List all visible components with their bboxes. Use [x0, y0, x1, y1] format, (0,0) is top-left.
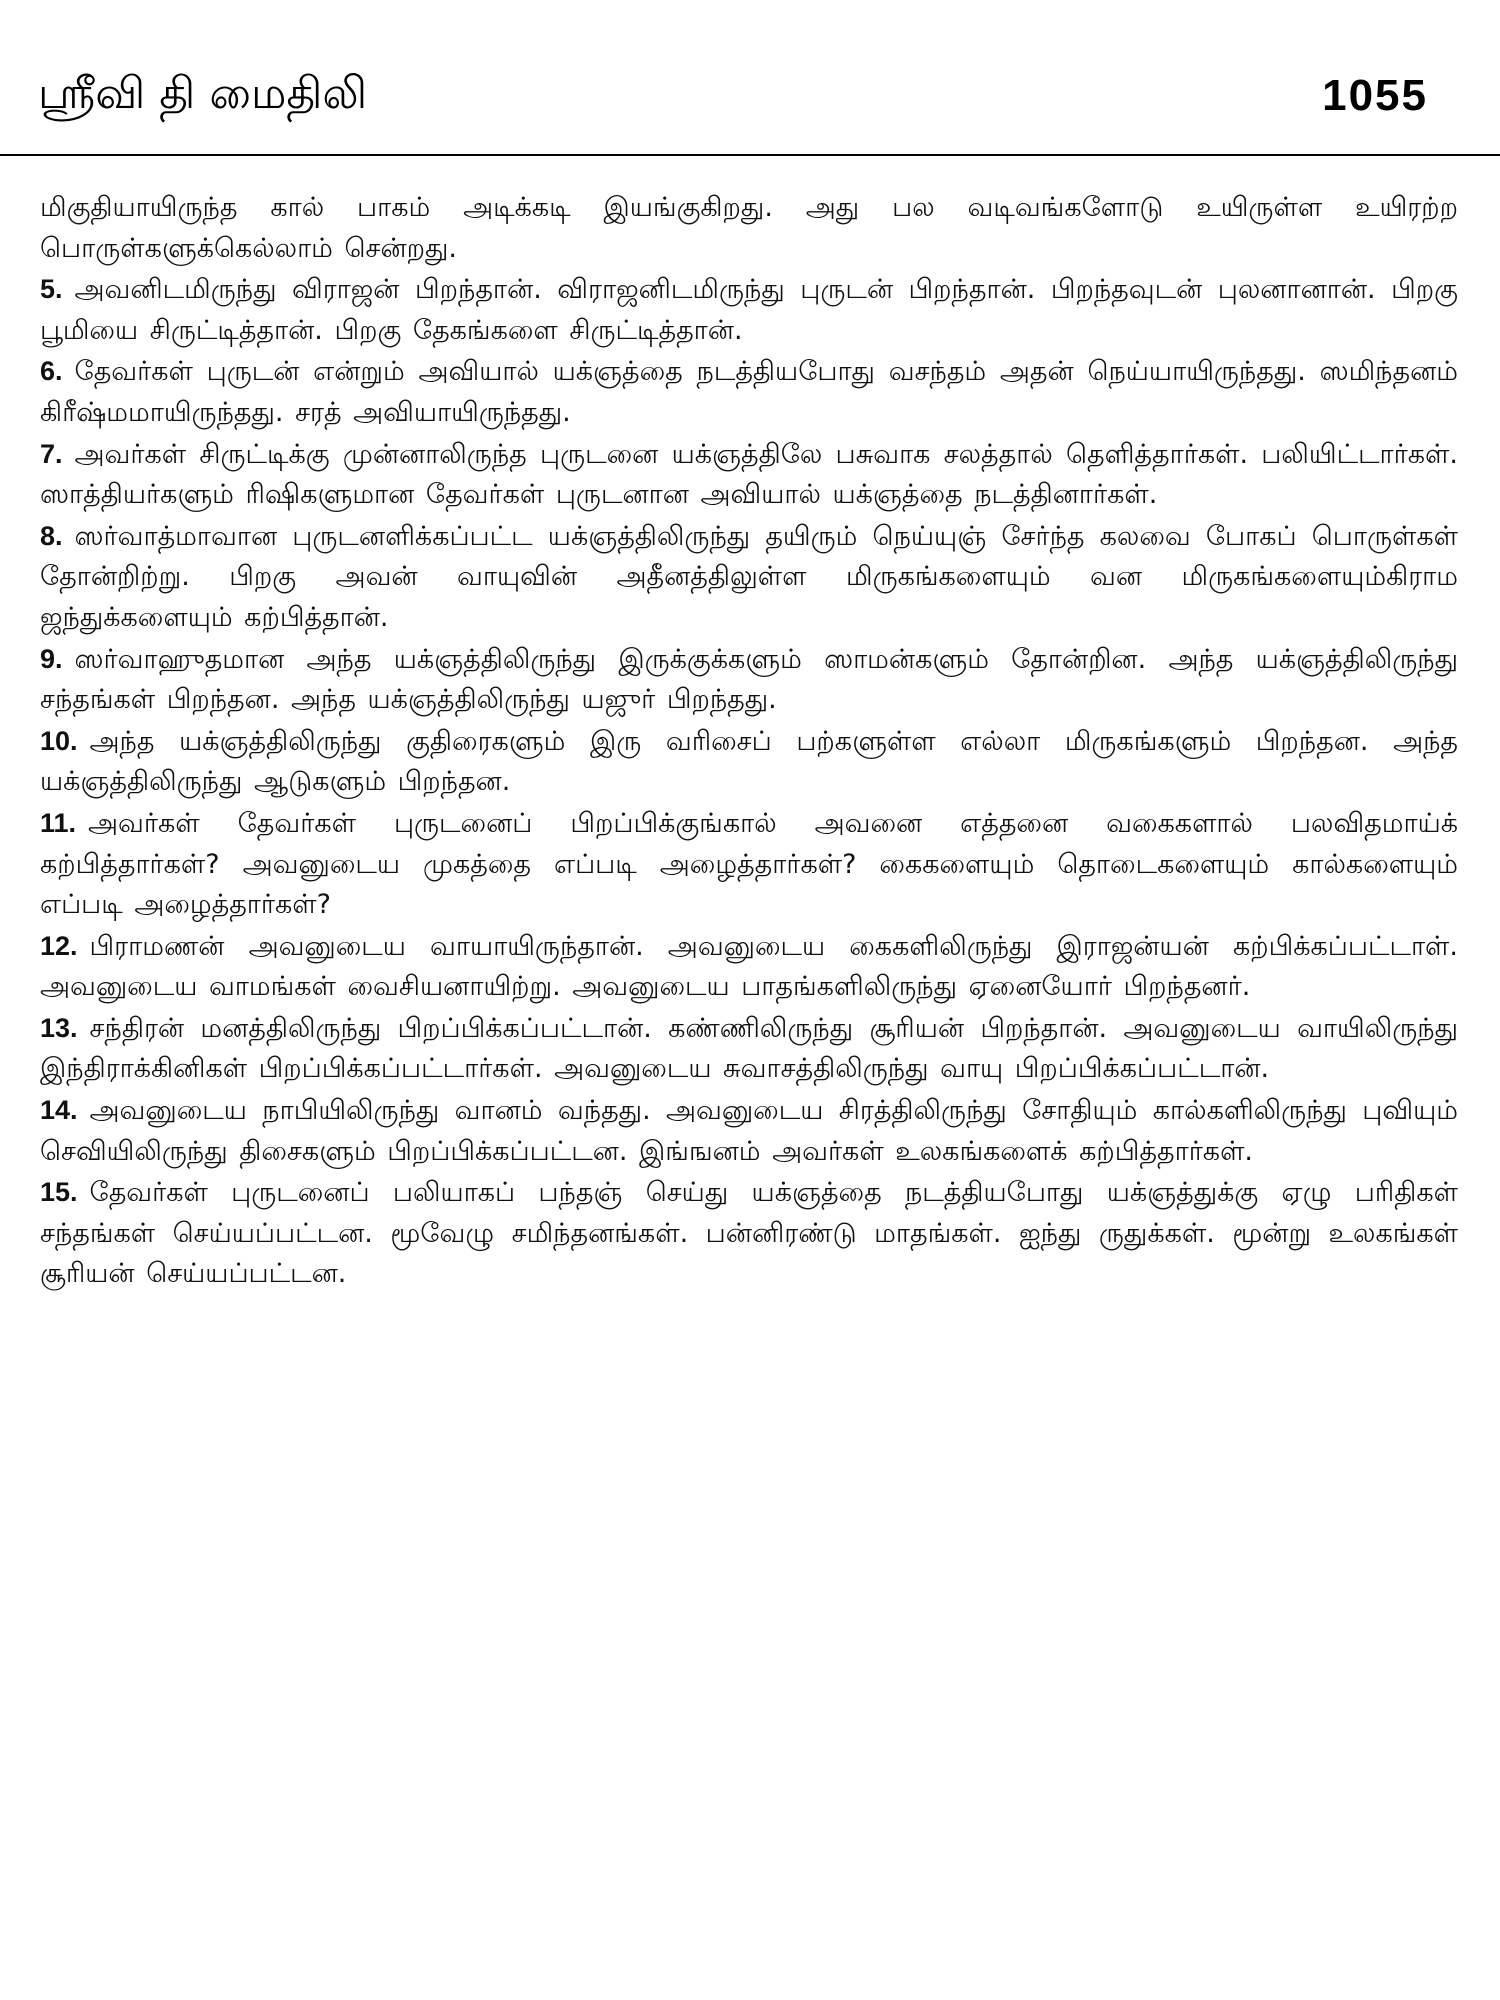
verse-13 — [40, 1008, 1458, 1090]
verse-number: 13. — [40, 1012, 78, 1043]
paragraph-text: ஸர்வாத்மாவான புருடனளிக்கப்பட்ட யக்ஞத்திலிருந்து தயிரும் நெய்யுஞ் சேர்ந்த கலவை போகப் பொருள்கள் தோன்றிற்று. பிறகு அவன் வாயுவின் அதீனத்திலுள்ள மிருகங்களையும் வன மிருகங்களையும்கிராம ஜந்துக்களையும் கற்பித்தான். — [40, 520, 1458, 633]
running-title: ஸ்ரீவி தி மைதிலி — [38, 68, 368, 119]
verse-number: 5. — [40, 274, 63, 305]
verse-11 — [40, 803, 1458, 926]
page-number: 1055 — [1322, 71, 1428, 120]
paragraph-text: தேவர்கள் புருடன் என்றும் அவியால் யக்ஞத்தை நடத்தியபோது வசந்தம் அதன் நெய்யாயிருந்தது. ஸமிந்தனம் கிரீஷ்மமாயிருந்தது. சரத் அவியாயிருந்தது. — [40, 356, 1458, 428]
paragraph-text: பிராமணன் அவனுடைய வாயாயிருந்தான். அவனுடைய கைகளிலிருந்து இராஜன்யன் கற்பிக்கப்பட்டாள். அவனுடைய வாமங்கள் வைசியனாயிற்று. அவனுடைய பாதங்களிலிருந்து ஏனையோர் பிறந்தனர். — [40, 930, 1458, 1003]
paragraph-continuation — [40, 188, 1458, 269]
verse-12 — [40, 926, 1458, 1008]
paragraph-text: அவனுடைய நாபியிலிருந்து வானம் வந்தது. அவனுடைய சிரத்திலிருந்து சோதியும் கால்களிலிருந்து புவியும் செவியிலிருந்து திசைகளும் பிறப்பிக்கப்பட்டன. இங்ஙனம் அவர்கள் உலகங்களைக் கற்பித்தார்கள். — [40, 1095, 1458, 1167]
paragraph-text: அந்த யக்ஞத்திலிருந்து குதிரைகளும் இரு வரிசைப் பற்களுள்ள எல்லா மிருகங்களும் பிறந்தன. அந்த யக்ஞத்திலிருந்து ஆடுகளும் பிறந்தன. — [40, 725, 1458, 798]
paragraph-text: மிகுதியாயிருந்த கால் பாகம் அடிக்கடி இயங்குகிறது. அது பல வடிவங்களோடு உயிருள்ள உயிரற்ற பொருள்களுக்கெல்லாம் சென்றது. — [40, 192, 1458, 264]
verse-number: 7. — [40, 438, 63, 469]
page-header — [38, 52, 1428, 132]
paragraph-text: அவர்கள் தேவர்கள் புருடனைப் பிறப்பிக்குங்கால் அவனை எத்தனை வகைகளால் பலவிதமாய்க் கற்பித்தார்கள்? அவனுடைய முகத்தை எப்படி அழைத்தார்கள்? கைகளையும் தொடைகளையும் கால்களையும் எப்படி அழைத்தார்கள்? — [40, 807, 1458, 921]
verse-number: 14. — [40, 1095, 78, 1126]
paragraph-text: சந்திரன் மனத்திலிருந்து பிறப்பிக்கப்பட்டான். கண்ணிலிருந்து சூரியன் பிறந்தான். அவனுடைய வாயிலிருந்து இந்திராக்கினிகள் பிறப்பிக்கப்பட்டார்கள். அவனுடைய சுவாசத்திலிருந்து வாயு பிறப்பிக்கப்பட்டான். — [40, 1012, 1458, 1085]
verse-number: 10. — [40, 725, 78, 756]
verse-number: 9. — [40, 643, 63, 674]
verse-15 — [40, 1172, 1458, 1295]
verse-number: 12. — [40, 930, 78, 961]
verse-6 — [40, 351, 1458, 433]
verse-7 — [40, 434, 1458, 516]
verse-number: 15. — [40, 1177, 78, 1208]
verse-8 — [40, 516, 1458, 639]
paragraph-text: தேவர்கள் புருடனைப் பலியாகப் பந்தஞ் செய்து யக்ஞத்தை நடத்தியபோது யக்ஞத்துக்கு ஏழு பரிதிகள் சந்தங்கள் செய்யப்பட்டன. மூவேழு சமிந்தனங்கள். பன்னிரண்டு மாதங்கள். ஐந்து ருதுக்கள். மூன்று உலகங்கள் சூரியன் செய்யப்பட்டன. — [40, 1177, 1458, 1290]
paragraph-text: அவர்கள் சிருட்டிக்கு முன்னாலிருந்த புருடனை யக்ஞத்திலே பசுவாக சலத்தால் தெளித்தார்கள். பலியிட்டார்கள். ஸாத்தியர்களும் ரிஷிகளுமான தேவர்கள் புருடனான அவியால் யக்ஞத்தை நடத்தினார்கள். — [40, 438, 1458, 511]
header-rule — [0, 154, 1500, 156]
paragraph-text: அவனிடமிருந்து விராஜன் பிறந்தான். விராஜனிடமிருந்து புருடன் பிறந்தான். பிறந்தவுடன் புலனானான். பிறகு பூமியை சிருட்டித்தான். பிறகு தேகங்களை சிருட்டித்தான். — [40, 274, 1458, 346]
page-body — [40, 188, 1458, 1295]
verse-9 — [40, 639, 1458, 721]
verse-10 — [40, 721, 1458, 803]
paragraph-text: ஸர்வாஹுதமான அந்த யக்ஞத்திலிருந்து இருக்குக்களும் ஸாமன்களும் தோன்றின. அந்த யக்ஞத்திலிருந்து சந்தங்கள் பிறந்தன. அந்த யக்ஞத்திலிருந்து யஜுர் பிறந்தது. — [40, 643, 1458, 716]
verse-number: 11. — [40, 807, 77, 838]
verse-5 — [40, 269, 1458, 351]
verse-14 — [40, 1090, 1458, 1172]
verse-number: 6. — [40, 356, 63, 387]
verse-number: 8. — [40, 520, 63, 551]
